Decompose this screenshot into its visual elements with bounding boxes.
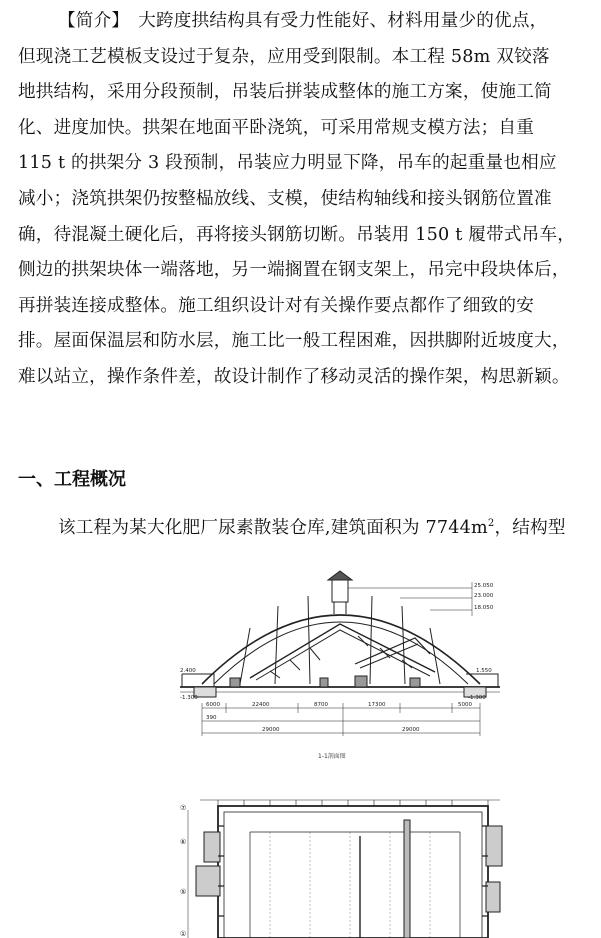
intro-line: 但现浇工艺模板支设过于复杂，应用受到限制。本工程 58m 双铰落 xyxy=(18,46,550,67)
elev-label: -1.300 xyxy=(180,695,198,701)
intro-line: 侧边的拱架块体一端落地，另一端搁置在钢支架上，吊完中段块体后， xyxy=(18,260,570,281)
arch-section-drawing xyxy=(180,566,500,766)
intro-line: 难以站立，操作条件差，故设计制作了移动灵活的操作架，构思新颖。 xyxy=(18,366,570,387)
intro-line: 排。屋面保温层和防水层，施工比一般工程困难，因拱脚附近坡度大， xyxy=(18,331,570,352)
elev-label: -1.300 xyxy=(468,695,486,701)
elev-label: 23.000 xyxy=(474,593,494,599)
dim-label: 6000 xyxy=(206,702,220,708)
dim-label: 17300 xyxy=(368,702,386,708)
dim-label: 5000 xyxy=(458,702,472,708)
intro-line: 减小；浇筑拱架仍按整榀放线、支模，使结构轴线和接头钢筋位置准 xyxy=(18,188,552,209)
section-heading: 一、工程概况 xyxy=(18,469,126,490)
overview-text: 该工程为某大化肥厂尿素散装仓库,建筑面积为 7744m xyxy=(58,517,488,538)
floor-plan-drawing xyxy=(180,796,510,938)
dim-label: 8700 xyxy=(314,702,328,708)
intro-line: 地拱结构，采用分段预制，吊装后拼装成整体的施工方案，使施工简 xyxy=(18,82,552,103)
area-superscript: 2 xyxy=(487,518,495,529)
dim-label: 390 xyxy=(206,715,217,721)
intro-line: 化、进度加快。拱架在地面平卧浇筑，可采用常规支模方法；自重 xyxy=(18,117,535,138)
figure-caption: 1-1剖面图 xyxy=(318,753,346,760)
intro-line: 再拼装连接成整体。施工组织设计对有关操作要点都作了细致的安 xyxy=(18,295,535,316)
elev-label: 18.050 xyxy=(474,605,494,611)
intro-paragraph xyxy=(18,4,584,396)
elev-label: 25.050 xyxy=(474,583,494,589)
plan-axis-label: ① xyxy=(180,930,187,938)
elev-label: 2.400 xyxy=(180,668,196,674)
dim-label: 22400 xyxy=(252,702,270,708)
plan-axis-label: ⑦ xyxy=(180,804,187,812)
overview-paragraph xyxy=(18,506,584,546)
overview-text-tail: ，结构型 xyxy=(494,517,566,538)
plan-axis-label: ⑥ xyxy=(180,838,187,846)
intro-line: 【简介】 大跨度拱结构具有受力性能好、材料用量少的优点， xyxy=(58,11,548,31)
plan-axis-label: ⑤ xyxy=(180,888,187,896)
intro-line: 确，待混凝土硬化后，再将接头钢筋切断。吊装用 150 t 履带式吊车， xyxy=(18,224,576,245)
dim-label: 29000 xyxy=(262,727,280,733)
elev-label: 1.550 xyxy=(476,668,492,674)
overview-line xyxy=(18,506,584,546)
intro-line: 115 t 的拱架分 3 段预制，吊装应力明显下降，吊车的起重量也相应 xyxy=(18,153,557,174)
dim-label: 29000 xyxy=(402,727,420,733)
